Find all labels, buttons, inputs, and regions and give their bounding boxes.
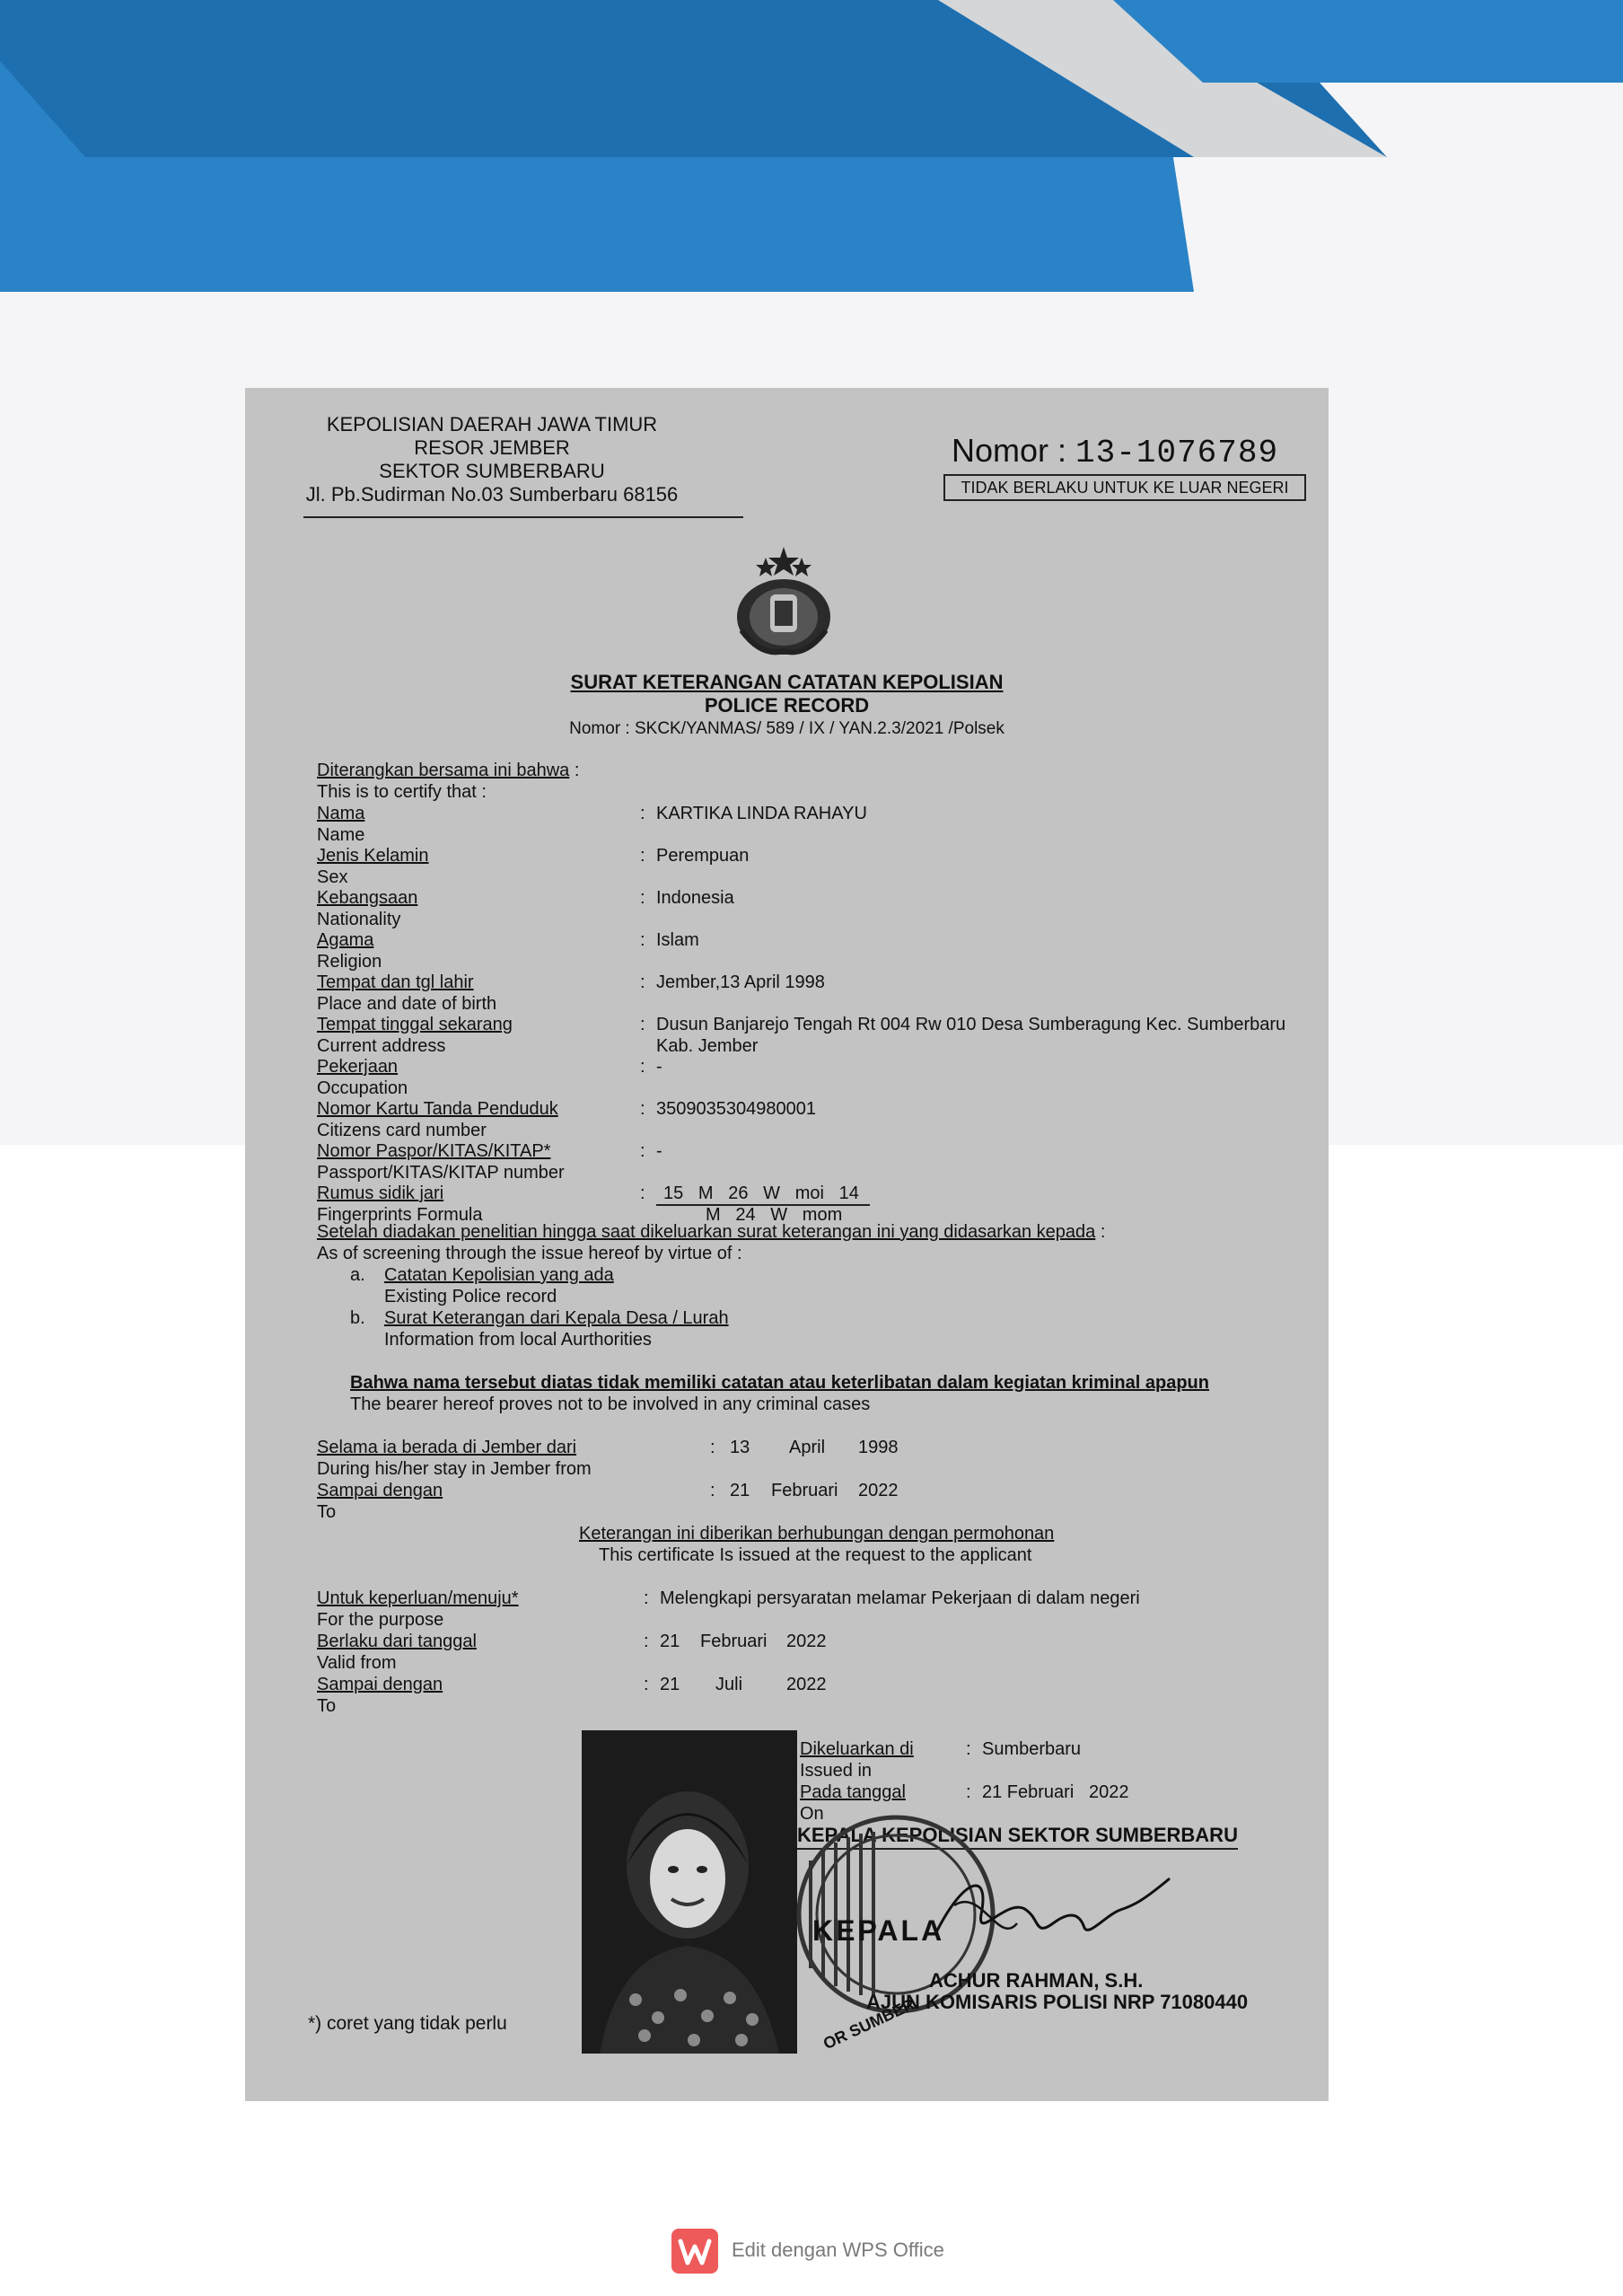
field-colon: : xyxy=(640,1015,645,1034)
screening-item-b-letter: b. xyxy=(350,1308,365,1328)
field-colon: : xyxy=(640,930,645,950)
valid-until-month: Juli xyxy=(715,1675,743,1694)
field-colon: : xyxy=(640,972,645,992)
field-value-line2: M 24 W mom xyxy=(706,1205,843,1225)
field-label-id: Agama xyxy=(317,930,374,950)
issued-on-colon: : xyxy=(966,1782,971,1802)
field-colon: : xyxy=(640,804,645,823)
field-label-id: Tempat dan tgl lahir xyxy=(317,972,474,992)
issuer-address: Jl. Pb.Sudirman No.03 Sumberbaru 68156 xyxy=(305,483,679,506)
valid-from-label-id: Berlaku dari tanggal xyxy=(317,1632,477,1651)
field-label-en: Sex xyxy=(317,867,348,887)
valid-from-month: Februari xyxy=(700,1632,768,1651)
issued-in-label-id: Dikeluarkan di xyxy=(800,1739,914,1759)
valid-from-year: 2022 xyxy=(786,1632,827,1651)
purpose-label-en: For the purpose xyxy=(317,1610,444,1630)
title-english: POLICE RECORD xyxy=(704,694,870,717)
valid-until-year: 2022 xyxy=(786,1675,827,1694)
field-label-id: Nama xyxy=(317,804,365,823)
field-value: Indonesia xyxy=(656,888,734,908)
field-label-en: Occupation xyxy=(317,1078,408,1098)
screening-item-b-id: Surat Keterangan dari Kepala Desa / Lurah xyxy=(384,1308,729,1328)
request-id: Keterangan ini diberikan berhubungan dengan permohonan xyxy=(579,1524,1055,1544)
stay-from-colon: : xyxy=(710,1438,715,1457)
field-label-id: Rumus sidik jari xyxy=(317,1183,444,1203)
field-label-en: Nationality xyxy=(317,910,401,929)
field-colon: : xyxy=(640,888,645,908)
stay-to-day: 21 xyxy=(730,1481,750,1500)
field-label-en: Place and date of birth xyxy=(317,994,497,1014)
statement-en: The bearer hereof proves not to be involved in any criminal cases xyxy=(350,1394,871,1414)
officer-name: ACHUR RAHMAN, S.H. xyxy=(929,1969,1144,1992)
valid-from-day: 21 xyxy=(660,1632,680,1651)
stay-from-day: 13 xyxy=(730,1438,750,1457)
stay-to-label-id: Sampai dengan xyxy=(317,1481,443,1500)
issued-on-label-en: On xyxy=(800,1804,824,1824)
issued-in-label-en: Issued in xyxy=(800,1761,873,1781)
field-value: Islam xyxy=(656,930,699,950)
field-value: KARTIKA LINDA RAHAYU xyxy=(656,804,867,823)
screening-item-a-letter: a. xyxy=(350,1265,365,1285)
header-divider xyxy=(303,516,743,518)
field-label-id: Nomor Kartu Tanda Penduduk xyxy=(317,1099,558,1119)
document-number: Nomor : SKCK/YANMAS/ 589 / IX / YAN.2.3/2021 /Polsek xyxy=(569,719,1005,738)
serial-label: Nomor : xyxy=(952,432,1067,469)
field-label-en: Current address xyxy=(317,1036,446,1056)
stay-from-year: 1998 xyxy=(858,1438,899,1457)
stamp-text: OR SUMBER xyxy=(820,1994,918,2054)
issued-on-label-id: Pada tanggal xyxy=(800,1782,906,1802)
field-label-en: Citizens card number xyxy=(317,1121,487,1140)
wps-logo-icon xyxy=(671,2229,718,2274)
screening-en: As of screening through the issue hereof by virtue of : xyxy=(317,1244,742,1263)
field-value: 3509035304980001 xyxy=(656,1099,816,1119)
field-value: 15 M 26 W moi 14 xyxy=(656,1183,870,1206)
field-colon: : xyxy=(640,1057,645,1077)
police-emblem-icon xyxy=(725,545,842,662)
field-value: Perempuan xyxy=(656,846,750,866)
field-label-en: Fingerprints Formula xyxy=(317,1205,483,1225)
purpose-value: Melengkapi persyaratan melamar Pekerjaan di dalam negeri xyxy=(660,1588,1140,1608)
field-value: Dusun Banjarejo Tengah Rt 004 Rw 010 Desa Sumberagung Kec. Sumberbaru xyxy=(656,1015,1286,1034)
stay-to-year: 2022 xyxy=(858,1481,899,1500)
issued-in-colon: : xyxy=(966,1739,971,1759)
applicant-photo xyxy=(582,1730,797,2054)
stay-from-label-en: During his/her stay in Jember from xyxy=(317,1459,592,1479)
stamp-kepala: KEPALA xyxy=(812,1914,945,1947)
field-label-en: Religion xyxy=(317,952,382,972)
field-colon: : xyxy=(640,1141,645,1161)
screening-item-a-en: Existing Police record xyxy=(384,1287,557,1306)
validity-box: TIDAK BERLAKU UNTUK KE LUAR NEGERI xyxy=(943,474,1306,501)
signature-icon xyxy=(927,1861,1179,1959)
footnote: *) coret yang tidak perlu xyxy=(308,2013,507,2034)
screening-item-a-id: Catatan Kepolisian yang ada xyxy=(384,1265,614,1285)
valid-until-colon: : xyxy=(644,1675,649,1694)
valid-from-label-en: Valid from xyxy=(317,1653,397,1673)
issued-in-value: Sumberbaru xyxy=(982,1739,1082,1759)
issued-on-value: 21 Februari 2022 xyxy=(982,1782,1129,1802)
officer-rank: AJUN KOMISARIS POLISI NRP 71080440 xyxy=(866,1991,1249,2013)
document-title xyxy=(245,671,1329,741)
stay-from-month: April xyxy=(789,1438,826,1457)
screening-id: Setelah diadakan penelitian hingga saat dikeluarkan surat keterangan ini yang didasarkan kepada : xyxy=(317,1222,1106,1242)
field-label-id: Kebangsaan xyxy=(317,888,418,908)
field-label-id: Nomor Paspor/KITAS/KITAP* xyxy=(317,1141,551,1161)
blue-stripe xyxy=(1113,0,1623,83)
field-value: - xyxy=(656,1141,662,1161)
field-colon: : xyxy=(640,846,645,866)
field-colon: : xyxy=(640,1183,645,1203)
field-value: - xyxy=(656,1057,662,1077)
purpose-colon: : xyxy=(644,1588,649,1608)
screening-item-b-en: Information from local Aurthorities xyxy=(384,1330,652,1350)
field-label-id: Pekerjaan xyxy=(317,1057,399,1077)
police-record-document xyxy=(245,388,1329,2101)
valid-until-label-id: Sampai dengan xyxy=(317,1675,443,1694)
serial-value: 13-1076789 xyxy=(1075,435,1279,471)
wps-edit-label[interactable]: Edit dengan WPS Office xyxy=(732,2239,944,2261)
stay-to-label-en: To xyxy=(317,1502,337,1522)
statement-id: Bahwa nama tersebut diatas tidak memiliki catatan atau keterlibatan dalam kegiatan kriminal apapun xyxy=(350,1373,1209,1393)
stay-from-label-id: Selama ia berada di Jember dari xyxy=(317,1438,577,1457)
issuer-line-2: RESOR JEMBER xyxy=(414,436,570,459)
valid-until-day: 21 xyxy=(660,1675,680,1694)
field-label-en: Name xyxy=(317,825,365,845)
valid-until-label-en: To xyxy=(317,1696,337,1716)
stay-to-colon: : xyxy=(710,1481,715,1500)
field-label-id: Jenis Kelamin xyxy=(317,846,429,866)
header-decoration xyxy=(0,0,1623,296)
issuing-office: KEPALA KEPOLISIAN SEKTOR SUMBERBARU xyxy=(797,1825,1238,1850)
valid-from-colon: : xyxy=(644,1632,649,1651)
intro-en: This is to certify that : xyxy=(317,782,487,802)
stay-to-month: Februari xyxy=(771,1481,838,1500)
intro-id: Diterangkan bersama ini bahwa : xyxy=(317,761,580,780)
title-indonesian: SURAT KETERANGAN CATATAN KEPOLISIAN xyxy=(570,671,1004,693)
purpose-label-id: Untuk keperluan/menuju* xyxy=(317,1588,519,1608)
request-en: This certificate Is issued at the request to the applicant xyxy=(599,1545,1032,1565)
field-value: Jember,13 April 1998 xyxy=(656,972,825,992)
field-value-line2: Kab. Jember xyxy=(656,1036,759,1056)
field-label-id: Tempat tinggal sekarang xyxy=(317,1015,513,1034)
issuer-line-1: KEPOLISIAN DAERAH JAWA TIMUR xyxy=(326,413,658,435)
issuer-line-3: SEKTOR SUMBERBARU xyxy=(379,460,605,482)
issuer-header xyxy=(294,413,689,506)
serial-number xyxy=(952,433,1278,471)
field-label-en: Passport/KITAS/KITAP number xyxy=(317,1163,565,1183)
field-colon: : xyxy=(640,1099,645,1119)
